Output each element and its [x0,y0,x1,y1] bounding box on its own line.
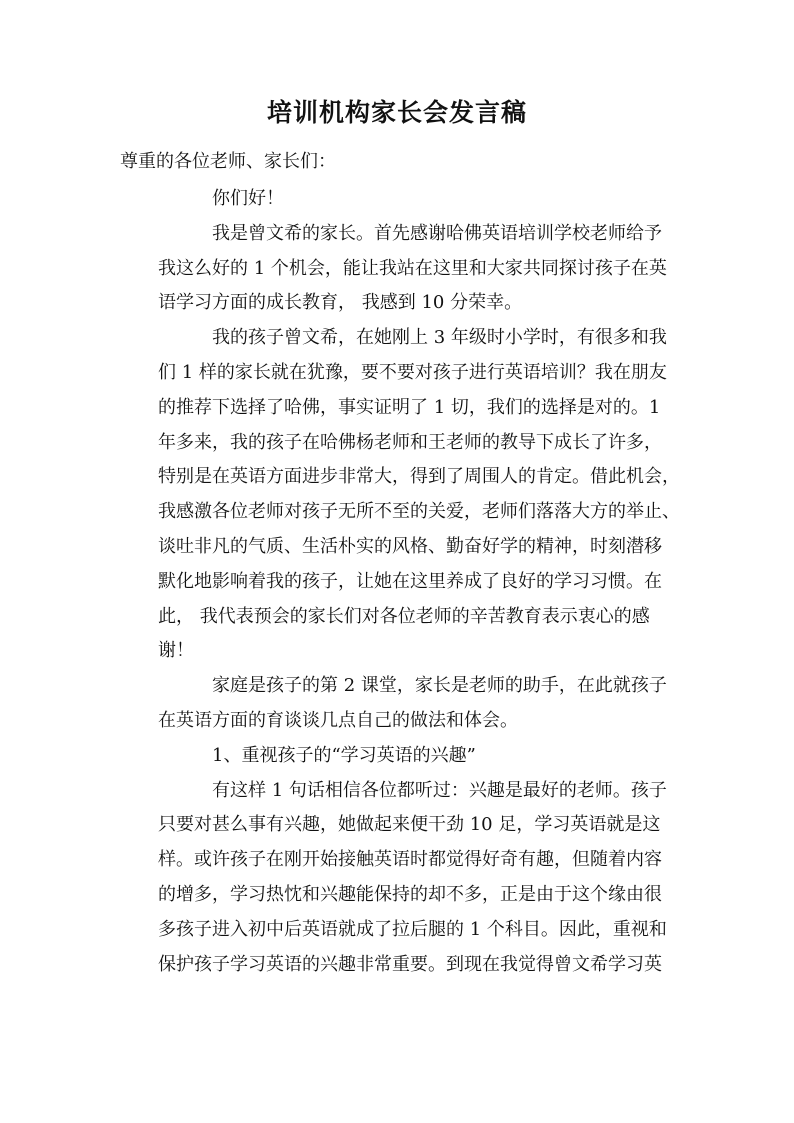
text-line: 我感激各位老师对孩子无所不至的关爱，老师们落落大方的举止、 [158,501,680,523]
text-line: 只要对甚么事有兴趣，她做起来便干劲 10 足，学习英语就是这 [158,814,661,836]
text-line: 默化地影响着我的孩子，让她在这里养成了良好的学习习惯。在 [158,570,662,592]
text-line: 语学习方面的成长教育， 我感到 10 分荣幸。 [158,292,523,314]
text-line: 家庭是孩子的第 2 课堂，家长是老师的助手，在此就孩子 [212,675,667,697]
document-body [158,182,678,982]
text-line: 在英语方面的育谈谈几点自己的做法和体会。 [158,709,518,731]
paragraph-child-progress [158,321,678,669]
text-line: 我的孩子曾文希，在她刚上 3 年级时小学时，有很多和我 [212,327,667,349]
text-line: 有这样 1 句话相信各位都听过：兴趣是最好的老师。孩子 [212,779,667,801]
paragraph-family-role [158,669,678,739]
paragraph-greeting [158,182,678,217]
salutation: 尊重的各位老师、家长们： [120,151,336,172]
text-line: 我是曾文希的家长。首先感谢哈佛英语培训学校老师给予 [212,222,662,244]
text-line: 的增多，学习热忱和兴趣能保持的却不多，正是由于这个缘由很 [158,883,662,905]
text-line: 谢！ [158,640,194,662]
text-line: 我这么好的 1 个机会，能让我站在这里和大家共同探讨孩子在英 [158,257,667,279]
text-line: 1、重视孩子的“学习英语的兴趣” [212,744,476,766]
text-line: 你们好！ [212,188,284,209]
text-line: 此， 我代表预会的家长们对各位老师的辛苦教育表示衷心的感 [158,605,650,627]
text-line: 们 1 样的家长就在犹豫，要不要对孩子进行英语培训？我在朋友 [158,361,667,383]
text-line: 保护孩子学习英语的兴趣非常重要。到现在我觉得曾文希学习英 [158,953,662,975]
paragraph-interest [158,774,678,983]
document-title: 培训机构家长会发言稿 [266,98,527,127]
text-line: 特别是在英语方面进步非常大，得到了周围人的肯定。借此机会， [158,466,680,488]
text-line: 谈吐非凡的气质、生活朴实的风格、勤奋好学的精神，时刻潜移 [158,535,662,557]
text-line: 的推荐下选择了哈佛，事实证明了 1 切，我们的选择是对的。1 [158,396,661,418]
text-line: 样。或许孩子在刚开始接触英语时都觉得好奇有趣，但随着内容 [158,849,662,871]
text-line: 多孩子进入初中后英语就成了拉后腿的 1 个科目。因此，重视和 [158,918,667,940]
text-line: 年多来，我的孩子在哈佛杨老师和王老师的教导下成长了许多， [158,431,662,453]
paragraph-introduction [158,217,678,321]
section-heading-interest [158,739,678,774]
